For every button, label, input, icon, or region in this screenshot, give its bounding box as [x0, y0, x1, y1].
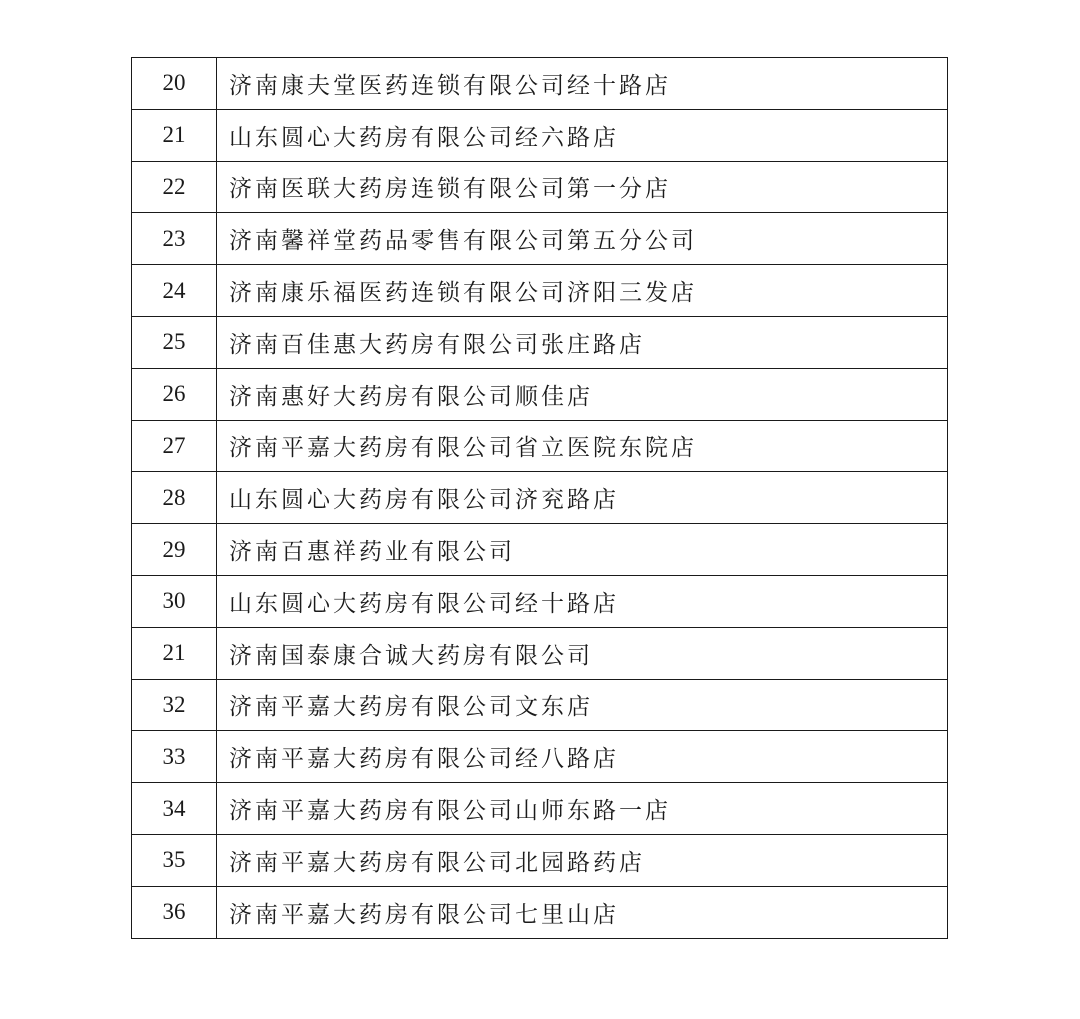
- row-number: 35: [132, 834, 217, 886]
- table-row: [132, 679, 948, 731]
- table-row: [132, 834, 948, 886]
- row-number: 29: [132, 524, 217, 576]
- table-row: [132, 109, 948, 161]
- row-number: 24: [132, 265, 217, 317]
- pharmacy-name: 济南国泰康合诚大药房有限公司: [217, 627, 948, 679]
- table-row: [132, 627, 948, 679]
- row-number: 28: [132, 472, 217, 524]
- row-number: 26: [132, 368, 217, 420]
- pharmacy-name: 济南医联大药房连锁有限公司第一分店: [217, 161, 948, 213]
- table-row: [132, 524, 948, 576]
- table-row: [132, 265, 948, 317]
- pharmacy-list-table: [131, 57, 948, 939]
- pharmacy-name: 济南康乐福医药连锁有限公司济阳三发店: [217, 265, 948, 317]
- table-row: [132, 213, 948, 265]
- row-number: 36: [132, 886, 217, 938]
- table-row: [132, 575, 948, 627]
- row-number: 30: [132, 575, 217, 627]
- row-number: 34: [132, 783, 217, 835]
- table-row: [132, 731, 948, 783]
- row-number: 32: [132, 679, 217, 731]
- row-number: 22: [132, 161, 217, 213]
- table-row: [132, 886, 948, 938]
- pharmacy-name: 济南百佳惠大药房有限公司张庄路店: [217, 316, 948, 368]
- pharmacy-name: 济南平嘉大药房有限公司山师东路一店: [217, 783, 948, 835]
- table-row: [132, 161, 948, 213]
- pharmacy-name: 济南馨祥堂药品零售有限公司第五分公司: [217, 213, 948, 265]
- row-number: 20: [132, 58, 217, 110]
- pharmacy-name: 山东圆心大药房有限公司经六路店: [217, 109, 948, 161]
- pharmacy-name: 山东圆心大药房有限公司经十路店: [217, 575, 948, 627]
- row-number: 21: [132, 109, 217, 161]
- row-number: 21: [132, 627, 217, 679]
- table-row: [132, 58, 948, 110]
- pharmacy-name: 济南平嘉大药房有限公司七里山店: [217, 886, 948, 938]
- pharmacy-name: 山东圆心大药房有限公司济兖路店: [217, 472, 948, 524]
- pharmacy-name: 济南惠好大药房有限公司顺佳店: [217, 368, 948, 420]
- pharmacy-name: 济南平嘉大药房有限公司北园路药店: [217, 834, 948, 886]
- row-number: 27: [132, 420, 217, 472]
- table-row: [132, 316, 948, 368]
- table-row: [132, 420, 948, 472]
- table-row: [132, 783, 948, 835]
- pharmacy-name: 济南百惠祥药业有限公司: [217, 524, 948, 576]
- pharmacy-name: 济南平嘉大药房有限公司省立医院东院店: [217, 420, 948, 472]
- row-number: 25: [132, 316, 217, 368]
- row-number: 33: [132, 731, 217, 783]
- table-row: [132, 368, 948, 420]
- pharmacy-name: 济南平嘉大药房有限公司文东店: [217, 679, 948, 731]
- table-body: [132, 58, 948, 939]
- row-number: 23: [132, 213, 217, 265]
- pharmacy-name: 济南平嘉大药房有限公司经八路店: [217, 731, 948, 783]
- pharmacy-name: 济南康夫堂医药连锁有限公司经十路店: [217, 58, 948, 110]
- table-row: [132, 472, 948, 524]
